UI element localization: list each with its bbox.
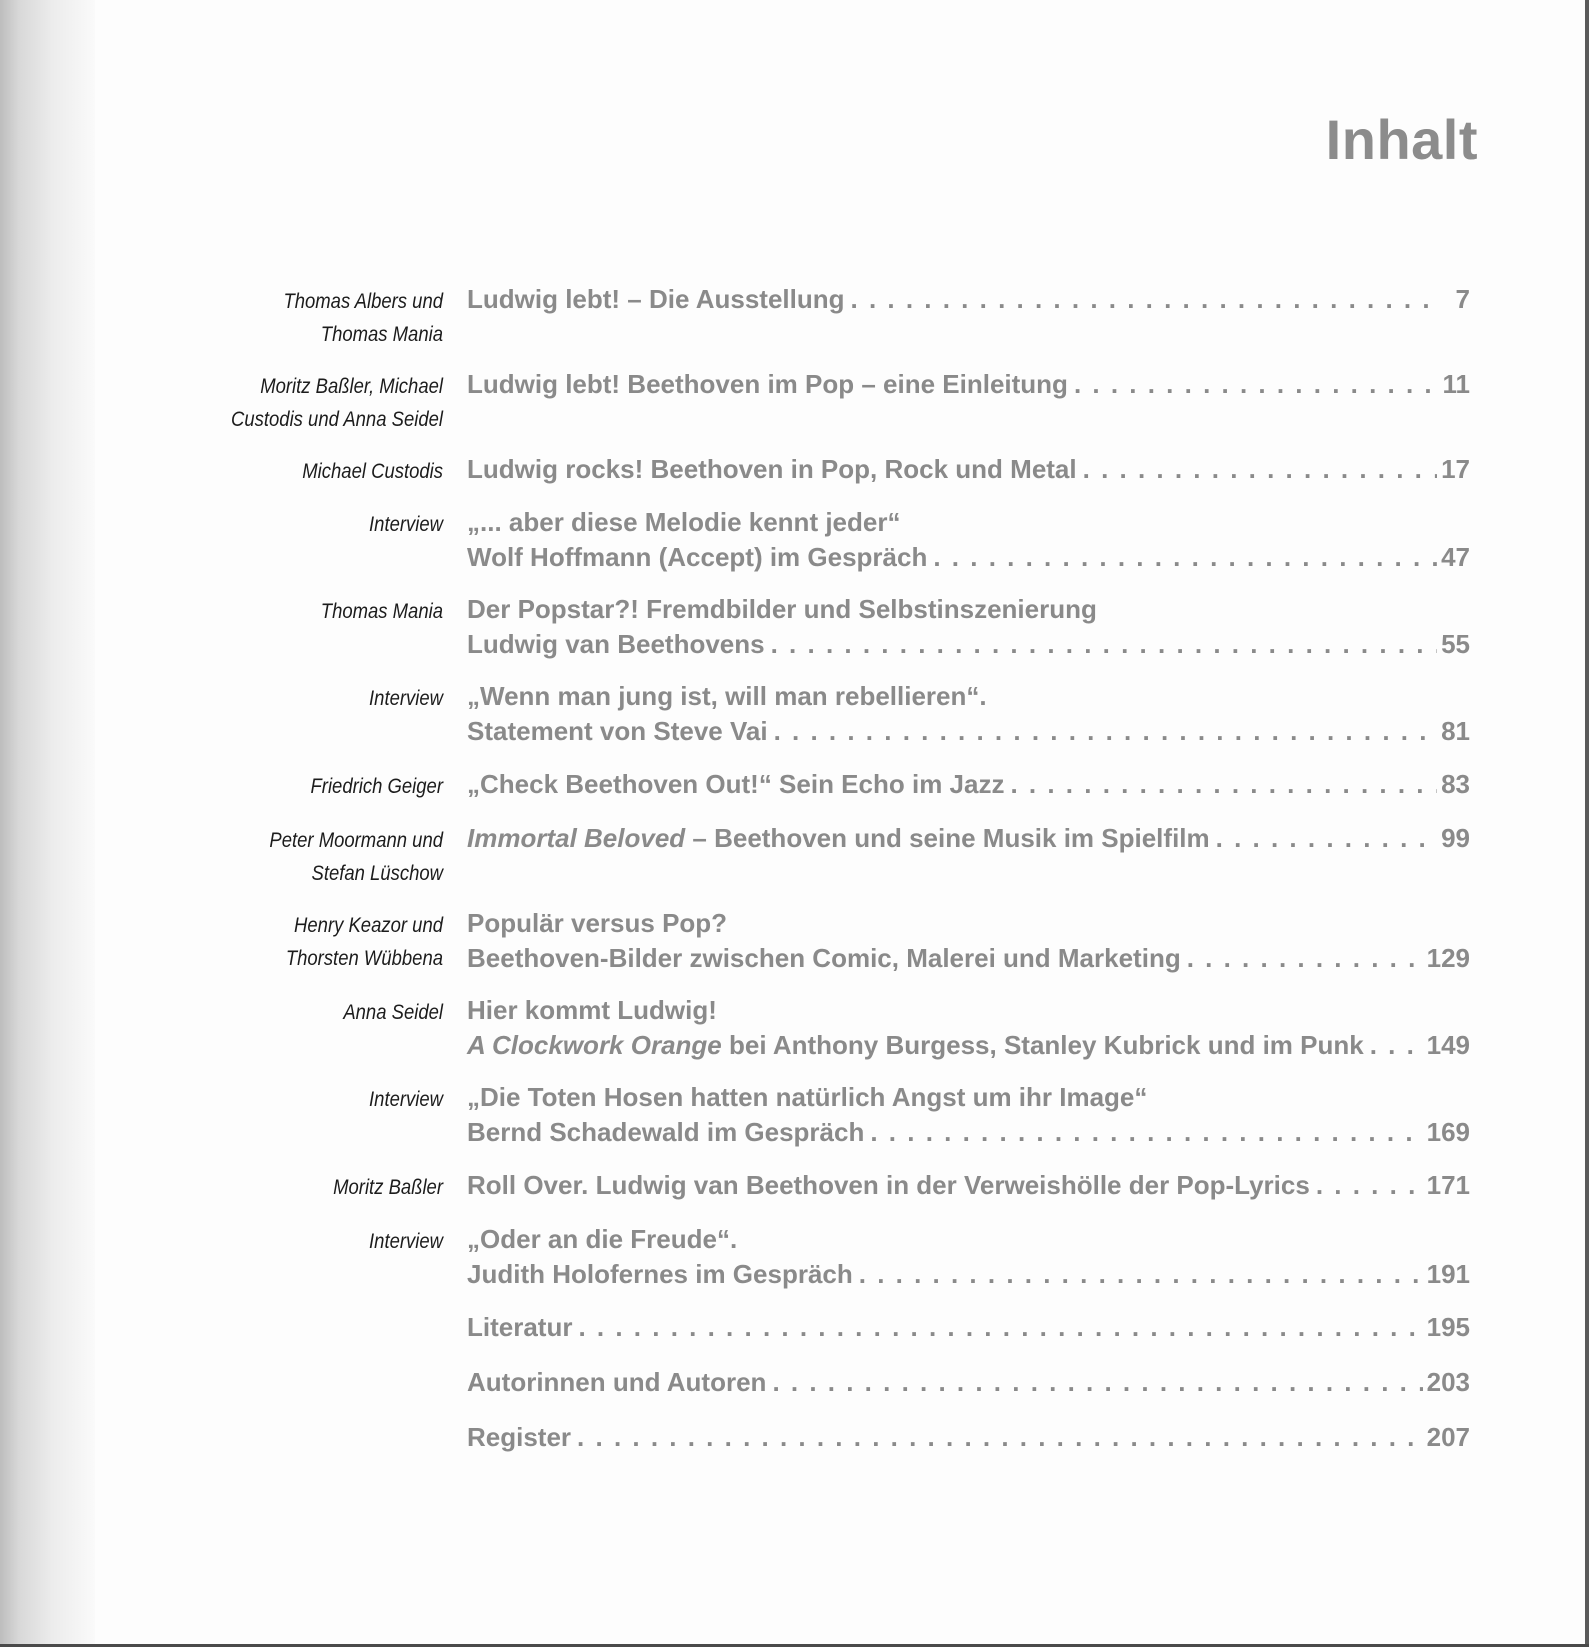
toc-title-line xyxy=(467,1080,1470,1115)
toc-title-line xyxy=(467,1310,1470,1345)
toc-title-text: Register xyxy=(467,1422,572,1452)
toc-page-number: 171 xyxy=(1426,1170,1470,1200)
toc-author xyxy=(185,993,443,1029)
toc-title-line xyxy=(467,505,1470,540)
toc-leader-dots xyxy=(1370,1028,1423,1063)
toc-leader-dots xyxy=(772,1365,1422,1400)
toc-author-line: Custodis und Anna Seidel xyxy=(231,408,443,431)
toc-author xyxy=(185,1420,443,1423)
toc-author xyxy=(185,282,443,351)
toc-title-emphasis: A Clockwork Orange xyxy=(467,1030,722,1060)
toc-title-block xyxy=(467,1420,1470,1455)
toc-author xyxy=(185,821,443,890)
toc-title xyxy=(467,714,768,749)
toc-title-line xyxy=(467,1168,1470,1203)
toc-title-text: – Beethoven und seine Musik im Spielfilm xyxy=(685,823,1210,853)
toc-entry xyxy=(150,679,1470,749)
toc-author-line: Michael Custodis xyxy=(302,460,443,483)
toc-author xyxy=(185,1080,443,1116)
toc-page-number: 129 xyxy=(1426,943,1470,973)
toc-entry xyxy=(150,367,1470,436)
toc-title-block xyxy=(467,1168,1470,1203)
toc-leader-dots xyxy=(1216,821,1437,856)
toc-title-text: „Wenn man jung ist, will man rebellieren“. xyxy=(467,681,987,711)
toc-title-text: Populär versus Pop? xyxy=(467,908,728,938)
toc-leader-dots xyxy=(1010,767,1437,802)
toc-title xyxy=(467,1028,1364,1063)
toc-title-text: Ludwig van Beethovens xyxy=(467,629,765,659)
toc-title xyxy=(467,1420,571,1455)
toc-title-line xyxy=(467,1365,1470,1400)
toc-title-line xyxy=(467,993,1470,1028)
toc-title-block xyxy=(467,906,1470,976)
toc-title-line xyxy=(467,679,1470,714)
toc-title-emphasis: Immortal Beloved xyxy=(467,823,686,853)
toc-page-number: 99 xyxy=(1441,823,1470,853)
toc-title-block xyxy=(467,282,1470,317)
toc-title-line xyxy=(467,1222,1470,1257)
toc-entry xyxy=(150,906,1470,976)
toc-author-line: Interview xyxy=(369,1230,443,1253)
toc-leader-dots xyxy=(578,1310,1422,1345)
toc-entry xyxy=(150,1365,1470,1400)
toc-author-line: Moritz Baßler, Michael xyxy=(260,375,443,398)
toc-entry xyxy=(150,767,1470,803)
toc-page-number: 207 xyxy=(1426,1422,1470,1452)
toc-page-number: 17 xyxy=(1441,454,1470,484)
toc-title-text: „Check Beethoven Out!“ Sein Echo im Jazz xyxy=(467,769,1005,799)
toc-title-block xyxy=(467,1310,1470,1345)
toc-title-text: bei Anthony Burgess, Stanley Kubrick und im Punk xyxy=(721,1030,1364,1060)
page-title: Inhalt xyxy=(1325,108,1478,171)
toc-author xyxy=(185,505,443,541)
toc-author-line: Interview xyxy=(369,1088,443,1111)
toc-title-block xyxy=(467,767,1470,802)
toc-author-line: Anna Seidel xyxy=(343,1001,443,1024)
toc-title xyxy=(467,540,927,575)
toc-author xyxy=(185,592,443,628)
toc-title-block xyxy=(467,592,1470,662)
toc-leader-dots xyxy=(851,282,1439,317)
toc-title-text: Literatur xyxy=(467,1312,573,1342)
toc-title-block xyxy=(467,1080,1470,1150)
toc-title-text: Ludwig lebt! – Die Ausstellung xyxy=(467,284,845,314)
toc-title-line xyxy=(467,540,1470,575)
toc-title-line xyxy=(467,1420,1470,1455)
toc-page-number: 81 xyxy=(1441,716,1470,746)
toc-title-text: Beethoven-Bilder zwischen Comic, Malerei und Marketing xyxy=(467,943,1181,973)
toc-page-number: 11 xyxy=(1442,369,1470,399)
toc-title-text: Statement von Steve Vai xyxy=(467,716,768,746)
toc-title-line xyxy=(467,367,1470,402)
toc-author-line: Peter Moormann und xyxy=(269,829,443,852)
toc-entry xyxy=(150,1420,1470,1455)
toc-author xyxy=(185,367,443,436)
toc-title-text: Ludwig rocks! Beethoven in Pop, Rock und Metal xyxy=(467,454,1077,484)
toc-title-line xyxy=(467,1115,1470,1150)
toc-title-line xyxy=(467,767,1470,802)
toc-title-block xyxy=(467,993,1470,1063)
toc-title-text: Roll Over. Ludwig van Beethoven in der Verweishölle der Pop-Lyrics xyxy=(467,1170,1310,1200)
toc-page-number: 203 xyxy=(1426,1367,1470,1397)
toc-entry xyxy=(150,505,1470,575)
toc-author-line: Interview xyxy=(369,513,443,536)
toc-title-line xyxy=(467,821,1470,856)
toc-author xyxy=(185,1310,443,1313)
toc-entry xyxy=(150,1310,1470,1345)
toc-title-block xyxy=(467,1365,1470,1400)
toc-page-number: 47 xyxy=(1441,542,1470,572)
table-of-contents xyxy=(150,282,1470,1455)
toc-title-text: „Oder an die Freude“. xyxy=(467,1224,738,1254)
toc-title xyxy=(467,1257,853,1292)
toc-title-block xyxy=(467,367,1470,402)
toc-title-text: „Die Toten Hosen hatten natürlich Angst um ihr Image“ xyxy=(467,1082,1148,1112)
toc-title xyxy=(467,767,1004,802)
toc-title-block xyxy=(467,1222,1470,1292)
toc-title xyxy=(467,679,987,714)
toc-title xyxy=(467,993,717,1028)
toc-page-number: 191 xyxy=(1426,1259,1470,1289)
toc-title xyxy=(467,592,1097,627)
toc-author xyxy=(185,1168,443,1204)
toc-author xyxy=(185,767,443,803)
toc-title xyxy=(467,941,1181,976)
toc-title-line xyxy=(467,1257,1470,1292)
toc-title xyxy=(467,505,900,540)
toc-leader-dots xyxy=(1316,1168,1423,1203)
toc-title xyxy=(467,452,1077,487)
toc-author-line: Henry Keazor und xyxy=(294,914,443,937)
toc-page-number: 55 xyxy=(1441,629,1470,659)
toc-title-text: „... aber diese Melodie kennt jeder“ xyxy=(467,507,901,537)
toc-title xyxy=(467,627,765,662)
toc-title xyxy=(467,1168,1310,1203)
toc-entry xyxy=(150,452,1470,488)
toc-author-line: Stefan Lüschow xyxy=(311,862,443,885)
toc-leader-dots xyxy=(577,1420,1423,1455)
toc-title xyxy=(467,906,727,941)
toc-leader-dots xyxy=(859,1257,1423,1292)
toc-entry xyxy=(150,592,1470,662)
toc-page-number: 149 xyxy=(1426,1030,1470,1060)
toc-author-line: Thomas Albers und xyxy=(283,290,443,313)
toc-title xyxy=(467,1115,864,1150)
toc-title-block xyxy=(467,679,1470,749)
toc-title-text: Judith Holofernes im Gespräch xyxy=(467,1259,853,1289)
toc-title xyxy=(467,282,845,317)
toc-author-line: Friedrich Geiger xyxy=(310,775,443,798)
toc-leader-dots xyxy=(1074,367,1438,402)
toc-title-text: Hier kommt Ludwig! xyxy=(467,995,717,1025)
toc-title xyxy=(467,1310,572,1345)
toc-title xyxy=(467,821,1210,856)
toc-page-number: 195 xyxy=(1426,1312,1470,1342)
toc-author xyxy=(185,679,443,715)
toc-entry xyxy=(150,821,1470,890)
toc-entry xyxy=(150,282,1470,351)
toc-title-line xyxy=(467,282,1470,317)
toc-title-text: Der Popstar?! Fremdbilder und Selbstinszenierung xyxy=(467,594,1097,624)
toc-leader-dots xyxy=(933,540,1437,575)
toc-title-text: Bernd Schadewald im Gespräch xyxy=(467,1117,865,1147)
toc-title-block xyxy=(467,505,1470,575)
toc-entry xyxy=(150,1168,1470,1204)
toc-author-line: Thomas Mania xyxy=(320,323,443,346)
toc-leader-dots xyxy=(771,627,1437,662)
page-right-edge xyxy=(1585,0,1589,1647)
toc-title-block xyxy=(467,452,1470,487)
toc-page-number: 169 xyxy=(1426,1117,1470,1147)
toc-title xyxy=(467,367,1068,402)
page-binding-shadow xyxy=(0,0,95,1647)
toc-title xyxy=(467,1365,766,1400)
toc-entry xyxy=(150,1222,1470,1292)
toc-leader-dots xyxy=(870,1115,1422,1150)
toc-entry xyxy=(150,1080,1470,1150)
toc-title-line xyxy=(467,906,1470,941)
toc-page-number: 83 xyxy=(1441,769,1470,799)
toc-title-line xyxy=(467,1028,1470,1063)
toc-author xyxy=(185,906,443,975)
toc-author xyxy=(185,1365,443,1368)
toc-author-line: Thorsten Wübbena xyxy=(285,947,443,970)
toc-title-line xyxy=(467,714,1470,749)
toc-author-line: Thomas Mania xyxy=(320,600,443,623)
toc-author-line: Moritz Baßler xyxy=(333,1176,443,1199)
toc-title xyxy=(467,1080,1147,1115)
toc-author xyxy=(185,1222,443,1258)
toc-author-line: Interview xyxy=(369,687,443,710)
toc-leader-dots xyxy=(1187,941,1423,976)
toc-leader-dots xyxy=(774,714,1438,749)
toc-title-line xyxy=(467,592,1470,627)
toc-author xyxy=(185,452,443,488)
toc-entry xyxy=(150,993,1470,1063)
toc-title-text: Ludwig lebt! Beethoven im Pop – eine Einleitung xyxy=(467,369,1068,399)
toc-title-block xyxy=(467,821,1470,856)
toc-title-line xyxy=(467,941,1470,976)
toc-title xyxy=(467,1222,737,1257)
toc-title-line xyxy=(467,452,1470,487)
toc-title-text: Autorinnen und Autoren xyxy=(467,1367,767,1397)
toc-title-line xyxy=(467,627,1470,662)
toc-leader-dots xyxy=(1083,452,1437,487)
toc-title-text: Wolf Hoffmann (Accept) im Gespräch xyxy=(467,542,928,572)
toc-page-number: 7 xyxy=(1455,284,1470,314)
